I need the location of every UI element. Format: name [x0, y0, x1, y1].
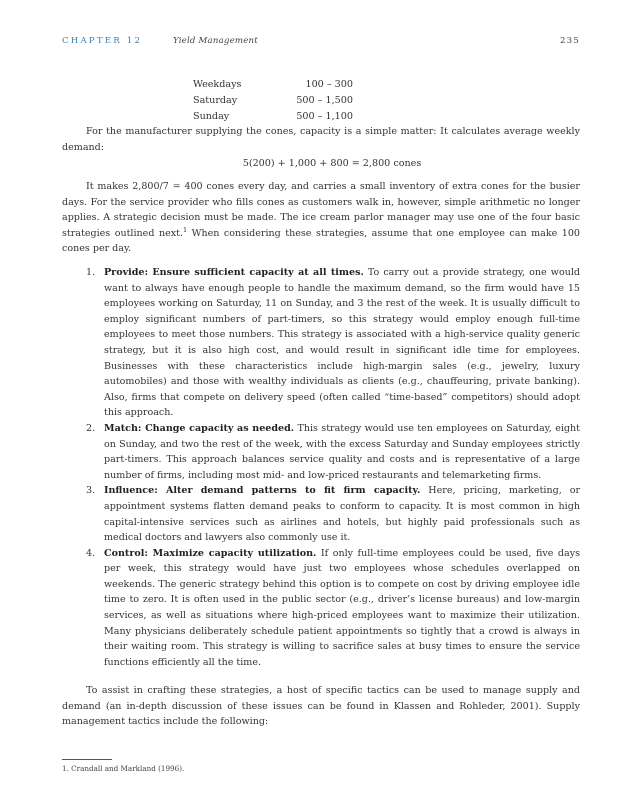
item-heading: Match: Change capacity as needed. [104, 422, 295, 434]
demand-range: 500 – 1,100 [296, 111, 353, 122]
item-body: If only full-time employees could be used, five days per week, this strategy would have just two employees whose schedules overlapped on weekends. The generic strategy behind this option is to compete on cost by driving employee idle time to zero. It is often used in the public sector (e.g., driver’s license bureaus) and low-margin services, as well as situations where high-priced employees want to maximize their utilization. Many physicians deliberately schedule patient appointments so tightly that a crowd is always in their waiting room. This strategy is willing to sacrifice sales at busy times to ensure the service functions efficiently all the time. [104, 547, 581, 668]
strategy-list [62, 265, 580, 670]
demand-day: Sunday [193, 111, 230, 122]
item-heading: Influence: Alter demand patterns to fit firm capacity. [104, 485, 421, 497]
section-title: Yield Management [173, 36, 258, 46]
capacity-formula: 5(200) + 1,000 + 800 = 2,800 cones [242, 158, 422, 169]
demand-range: 500 – 1,500 [296, 95, 353, 106]
manufacturer-text: For the manufacturer supplying the cones, capacity is a simple matter: It calculates average weekly demand: [62, 126, 580, 153]
cones-text-main: It makes 2,800/7 = 400 cones every day, and carries a small inventory of extra cones for the busier days. For the service provider who fills cones as customers walk in, however, simple arithmetic no longer applies. A strategic decision must be made. The ice cream parlor manager may use one of the four basic strategies outlined next. [62, 181, 580, 239]
demand-row [193, 93, 353, 109]
item-number: 1. [86, 267, 96, 278]
cones-paragraph [62, 179, 580, 257]
demand-row [193, 77, 353, 93]
list-item [62, 546, 580, 671]
page-number: 235 [559, 36, 580, 46]
item-heading: Provide: Ensure sufficient capacity at all times. [104, 267, 364, 278]
demand-range: 100 – 300 [305, 79, 353, 90]
item-number: 2. [86, 422, 96, 434]
item-body: Here, pricing, marketing, or appointment systems flatten demand peaks to conform to capacity. It is most common in high capital-intensive services such as airlines and hotels, but highly paid professionals such as medical doctors and lawyers also commonly use it. [104, 485, 581, 544]
cones-text-tail: When considering these strategies, assume that one employee can make 100 cones per day. [62, 227, 580, 255]
footnote-ref: 1 [183, 225, 188, 234]
list-item [62, 265, 580, 421]
closing-text: To assist in crafting these strategies, a host of specific tactics can be used to manage supply and demand (an in-depth discussion of these issues can be found in Klassen and Rohleder, 2001). Supply management tactics include the following: [62, 685, 580, 728]
cones-text [62, 179, 580, 257]
list-item [62, 483, 580, 545]
closing-paragraph [62, 683, 580, 730]
item-number: 4. [86, 547, 96, 559]
item-body: To carry out a provide strategy, one would want to always have enough people to handle the maximum demand, so the firm would have 15 employees working on Saturday, 11 on Sunday, and 3 the rest of the week. It is usually difficult to employ significant numbers of part-timers, so this strategy would employ enough full-time employees to meet those numbers. This strategy is associated with a high-service quality generic strategy, but it is also high cost, and would result in significant idle time for employees. Businesses with these characteristics include high-margin sales (e.g., jewelry, luxury automobiles) and those with wealthy individuals as clients (e.g., chauffeuring, private banking). Also, firms that compete on delivery speed (often called “time-based” competitors) should adopt this approach. [104, 267, 581, 419]
manufacturer-paragraph [62, 124, 580, 155]
demand-row [193, 109, 353, 125]
footnote-divider [62, 759, 112, 760]
footnote: 1. Crandall and Markland (1996). [62, 764, 185, 773]
chapter-label: CHAPTER 12 [62, 36, 143, 46]
item-body: This strategy would use ten employees on Saturday, eight on Sunday, and two the rest of the week, with the excess Saturday and Sunday employees strictly part-timers. This approach balances service quality and costs and is representative of a large number of firms, including most mid- and low-priced restaurants and telemarketing firms. [104, 422, 580, 481]
running-header [62, 36, 580, 50]
demand-day: Weekdays [193, 79, 242, 90]
list-item [62, 421, 580, 483]
item-number: 3. [86, 485, 96, 497]
demand-day: Saturday [193, 95, 238, 106]
item-heading: Control: Maximize capacity utilization. [104, 547, 317, 559]
demand-table [193, 77, 353, 125]
